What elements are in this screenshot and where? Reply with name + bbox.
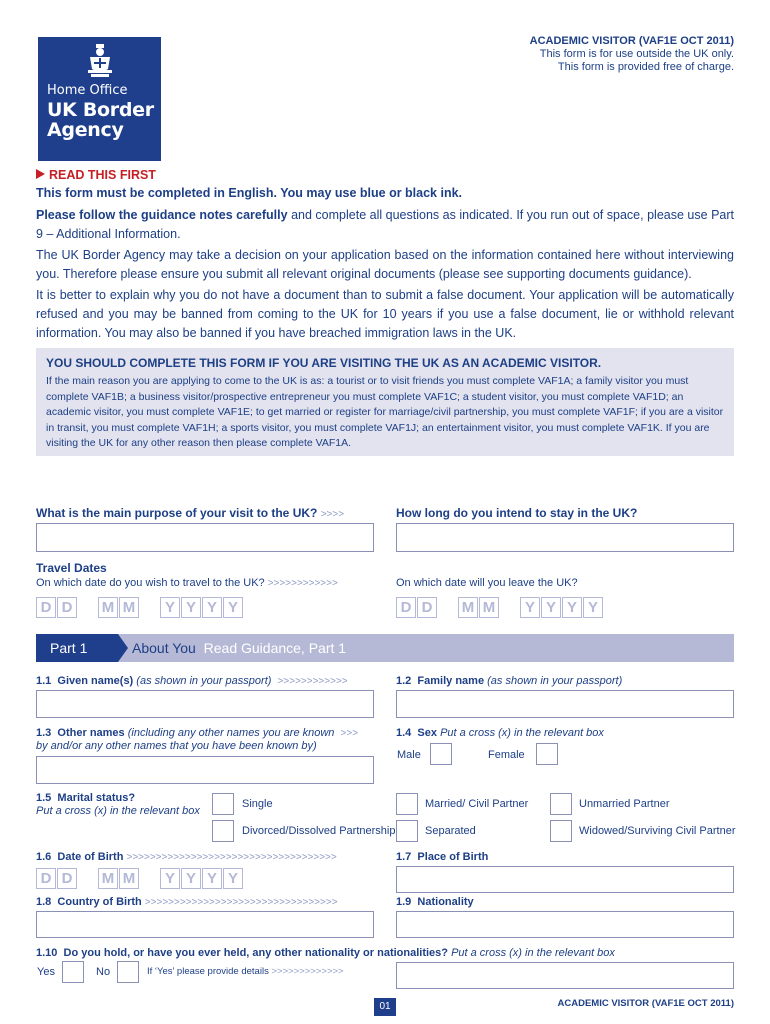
- logo-home-office: Home Office: [47, 83, 128, 98]
- sex-female-checkbox[interactable]: [536, 743, 558, 765]
- marital-widowed-checkbox[interactable]: [550, 820, 572, 842]
- triangle-right-icon: [36, 169, 45, 179]
- q1-5-hint: Put a cross (x) in the relevant box: [36, 805, 200, 817]
- q1-3-label: 1.3 Other names (including any other names you are known >>>: [36, 727, 359, 739]
- intro-paragraph-4: It is better to explain why you do not have a document than to submit a false document. Your application will be automatically refused and you may be banned from coming to the UK for 10 years if you use a false document, lie or withhold relevant information. You may also be banned if you have breached immigration laws in the UK.: [36, 288, 734, 340]
- form-eligibility-banner: [36, 348, 734, 456]
- stay-input[interactable]: [396, 523, 734, 552]
- place-of-birth-input[interactable]: [396, 866, 734, 893]
- form-subtitle-1: This form is for use outside the UK only.: [539, 48, 734, 60]
- other-nationality-yes-checkbox[interactable]: [62, 961, 84, 983]
- marital-single-checkbox[interactable]: [212, 793, 234, 815]
- banner-title: YOU SHOULD COMPLETE THIS FORM IF YOU ARE VISITING THE UK AS AN ACADEMIC VISITOR.: [46, 356, 602, 370]
- sex-female-label: Female: [488, 749, 525, 761]
- given-names-input[interactable]: [36, 690, 374, 718]
- intro-paragraph-1: This form must be completed in English. You may use blue or black ink.: [36, 186, 463, 200]
- part1-tab: Part 1: [36, 634, 118, 662]
- q1-7-label: 1.7 Place of Birth: [396, 851, 489, 863]
- q1-3-hint: by and/or any other names that you have been known by): [36, 740, 317, 752]
- form-subtitle-2: This form is provided free of charge.: [557, 61, 734, 73]
- sex-male-checkbox[interactable]: [430, 743, 452, 765]
- q1-8-label: 1.8 Country of Birth >>>>>>>>>>>>>>>>>>>>>>>>>>>>>>>>>: [36, 896, 338, 908]
- marital-unmarried-label: Unmarried Partner: [579, 798, 670, 810]
- date-of-birth-input[interactable]: D D M M Y Y Y Y: [36, 868, 244, 889]
- sex-male-label: Male: [397, 749, 421, 761]
- purpose-input[interactable]: [36, 523, 374, 552]
- stay-question: How long do you intend to stay in the UK?: [396, 506, 638, 520]
- q1-10-label: 1.10 Do you hold, or have you ever held, any other nationality or nationalities? Put a cross (x) in the relevant box: [36, 947, 615, 959]
- page-number: 01: [374, 998, 396, 1016]
- nationality-input[interactable]: [396, 911, 734, 938]
- leave-date-question: On which date will you leave the UK?: [396, 577, 578, 589]
- q1-9-label: 1.9 Nationality: [396, 896, 474, 908]
- travel-date-input[interactable]: D D M M Y Y Y Y: [36, 597, 244, 618]
- q1-5-label: 1.5 Marital status?: [36, 792, 136, 804]
- royal-crest-icon: [85, 43, 115, 79]
- q1-2-label: 1.2 Family name (as shown in your passport): [396, 675, 623, 687]
- other-nationality-no-checkbox[interactable]: [117, 961, 139, 983]
- q1-4-label: 1.4 Sex Put a cross (x) in the relevant box: [396, 727, 604, 739]
- marital-unmarried-checkbox[interactable]: [550, 793, 572, 815]
- leave-date-input[interactable]: D D M M Y Y Y Y: [396, 597, 604, 618]
- marital-widowed-label: Widowed/Surviving Civil Partner: [579, 825, 736, 837]
- marital-married-label: Married/ Civil Partner: [425, 798, 529, 810]
- read-this-first-heading: READ THIS FIRST: [36, 168, 156, 182]
- travel-dates-heading: Travel Dates: [36, 561, 107, 575]
- part1-arrow-icon: [118, 634, 128, 662]
- banner-body: If the main reason you are applying to come to the UK is as: a tourist or to visit friends you must complete VAF1A; a family visitor you must complete VAF1B; a business visitor/prospective entrepreneur you must complete VAF1C; a student visitor, you must complete VAF1D; an academic visitor, you must complete VAF1E; to get married or register for marriage/civil partnership, you must complete VAF1F; if you are a visitor in transit, you must complete VAF1H; a sports visitor, you must complete VAF1J; an entertainment visitor, you must complete VAF1K. If you are visiting the UK for any other reason then please complete VAF1A.: [46, 375, 724, 449]
- marital-separated-label: Separated: [425, 825, 476, 837]
- marital-separated-checkbox[interactable]: [396, 820, 418, 842]
- part1-title: About You Read Guidance, Part 1: [132, 640, 347, 656]
- marital-married-checkbox[interactable]: [396, 793, 418, 815]
- family-name-input[interactable]: [396, 690, 734, 718]
- travel-date-question: On which date do you wish to travel to the UK? >>>>>>>>>>>>: [36, 577, 338, 589]
- other-names-input[interactable]: [36, 756, 374, 784]
- marital-single-label: Single: [242, 798, 273, 810]
- purpose-question: What is the main purpose of your visit to the UK? >>>>: [36, 506, 345, 520]
- logo-agency-name: UK Border Agency: [47, 99, 154, 141]
- form-title: ACADEMIC VISITOR (VAF1E OCT 2011): [529, 35, 734, 47]
- other-nationality-details-label: If ‘Yes’ please provide details >>>>>>>>>>>>>: [147, 966, 344, 977]
- q1-6-label: 1.6 Date of Birth >>>>>>>>>>>>>>>>>>>>>>>>>>>>>>>>>>>>: [36, 851, 337, 863]
- footer-title: ACADEMIC VISITOR (VAF1E OCT 2011): [557, 998, 734, 1009]
- country-of-birth-input[interactable]: [36, 911, 374, 938]
- other-nationality-yes-label: Yes: [37, 966, 55, 978]
- marital-divorced-checkbox[interactable]: [212, 820, 234, 842]
- other-nationality-no-label: No: [96, 966, 111, 978]
- marital-divorced-label: Divorced/Dissolved Partnership: [242, 825, 396, 837]
- intro-paragraph-3: The UK Border Agency may take a decision on your application based on the information contained here without interviewing you. Therefore please ensure you submit all relevant original documents (please see supporting documents guidance).: [36, 248, 734, 281]
- q1-1-label: 1.1 Given name(s) (as shown in your passport) >>>>>>>>>>>>: [36, 675, 348, 687]
- intro-paragraph-2: Please follow the guidance notes carefully and complete all questions as indicated. If you run out of space, please use Part 9 – Additional Information.: [36, 208, 735, 241]
- other-nationality-details-input[interactable]: [396, 962, 734, 989]
- uk-border-agency-logo: [38, 37, 161, 161]
